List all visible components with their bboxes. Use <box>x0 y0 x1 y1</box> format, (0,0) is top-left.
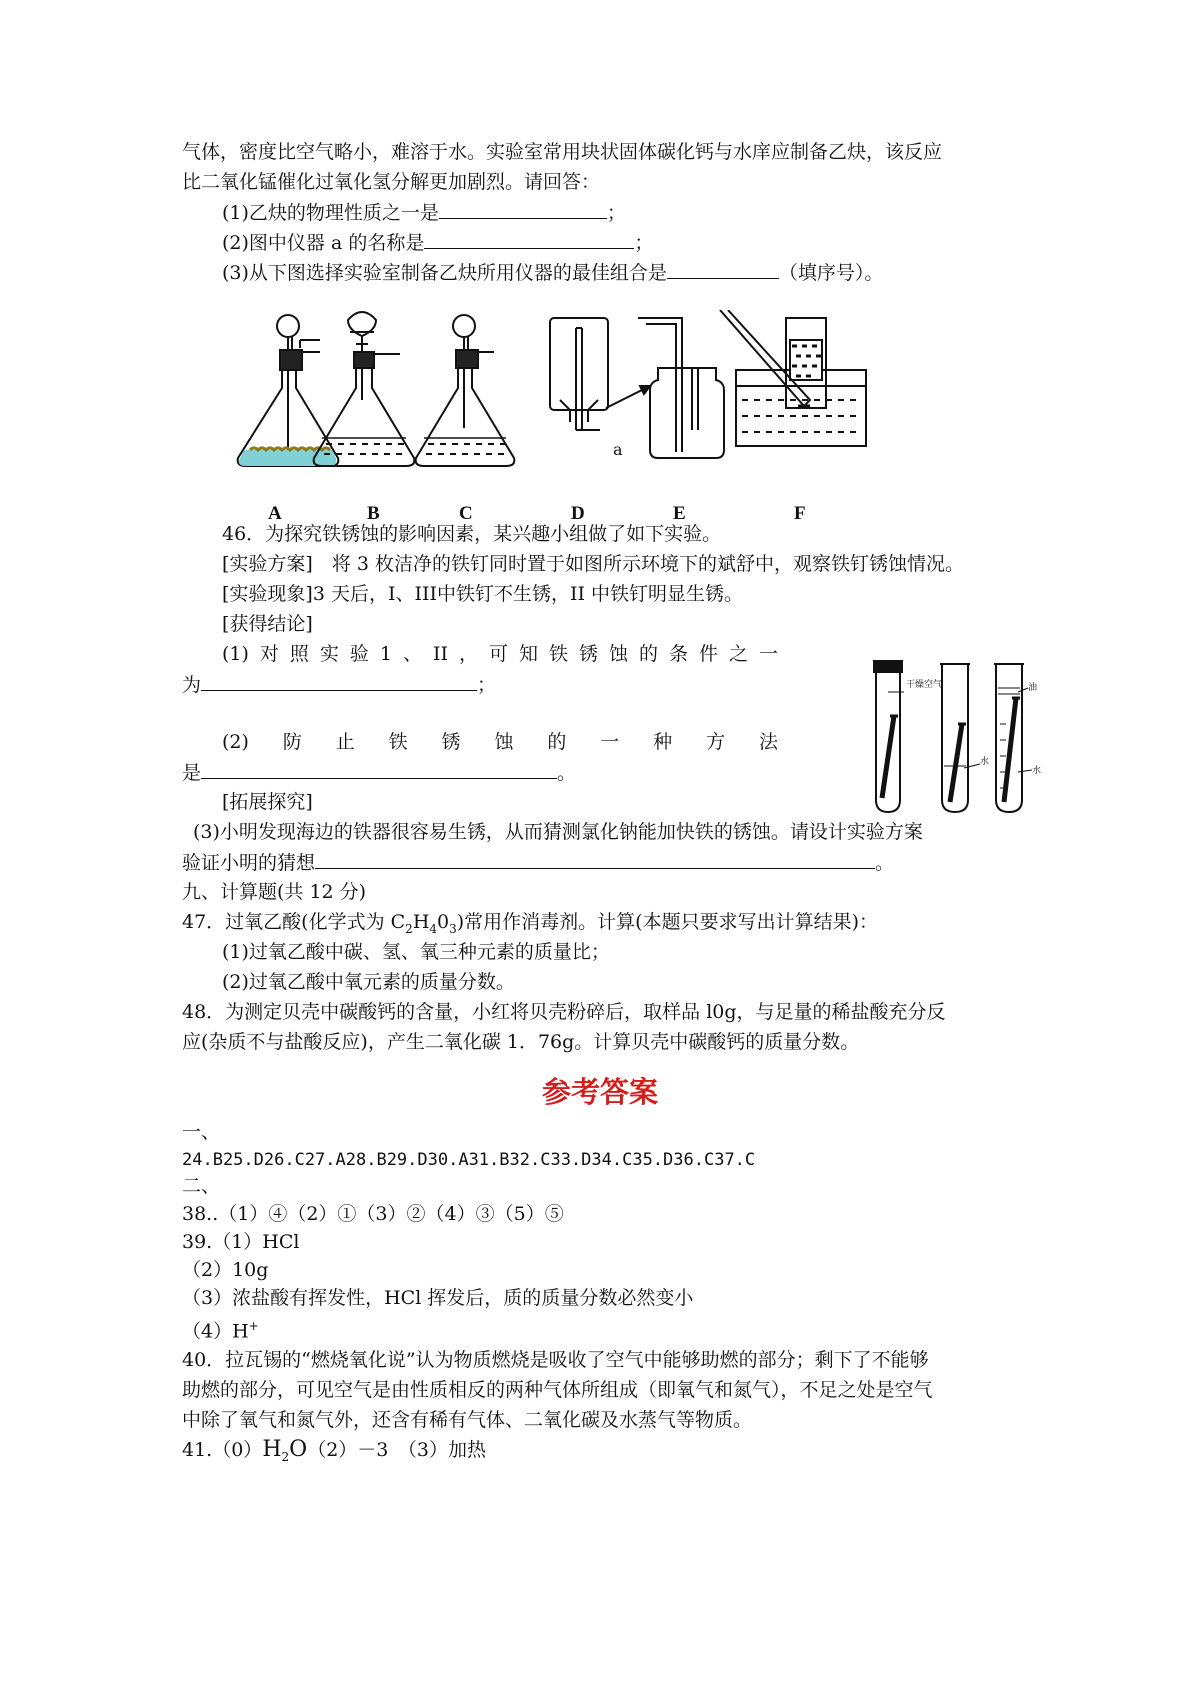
q46-c2-line <box>222 728 778 756</box>
q46-c1-spread <box>222 640 778 668</box>
apparatus-label-c: C <box>459 503 473 524</box>
q45-intro-line-2: 比二氧化锰催化过氧化氢分解更加剧烈。请回答： <box>182 171 601 193</box>
instrument-a-label: a <box>613 440 623 459</box>
answer-39-3: （3）浓盐酸有挥发性，HCl 挥发后，质的质量分数必然变小 <box>182 1287 694 1309</box>
q46-c2-tail: 是 <box>182 762 202 784</box>
q46-c2-char: 蚀 <box>494 731 514 753</box>
q46-c1-char: 照 <box>289 643 309 665</box>
q46-c1-char: 知 <box>518 643 538 665</box>
q47-part-2: (2)过氧乙酸中氧元素的质量分数。 <box>222 971 515 993</box>
q46-c1-char: (1) <box>222 643 249 665</box>
q46-c1-end: ； <box>477 674 497 696</box>
q46-c1-char: ， <box>458 643 478 665</box>
section-9-heading: 九、计算题(共 12 分) <box>182 881 367 903</box>
apparatus-label-b: B <box>367 503 380 524</box>
q45-q1-end: ； <box>606 202 626 224</box>
q46-c1-char: 实 <box>319 643 339 665</box>
q46-c1-char: 一 <box>758 643 778 665</box>
q46-c1-answer-blank[interactable] <box>201 670 477 691</box>
q47-text-pre: 47．过氧乙酸(化学式为 C <box>182 911 406 933</box>
apparatus-label-e: E <box>673 503 686 524</box>
q46-c2-char: 止 <box>335 731 355 753</box>
q45-question-3 <box>222 258 883 287</box>
apparatus-d-icon <box>550 318 608 430</box>
q46-c1-char: 件 <box>698 643 718 665</box>
q46-q3-text: 验证小明的猜想 <box>182 852 316 874</box>
q46-c2-spread <box>222 728 778 756</box>
q46-conclusion-heading: [获得结论] <box>222 613 313 635</box>
apparatus-f-icon <box>720 310 866 446</box>
answers-title: 参考答案 <box>541 1075 658 1109</box>
answer-40-line-2: 助燃的部分，可见空气是由性质相反的两种气体所组成（即氧气和氮气），不足之处是空气 <box>182 1379 933 1401</box>
answer-39-4-sup: + <box>248 1319 259 1333</box>
apparatus-c-icon <box>416 315 515 466</box>
q46-title: 46．为探究铁锈蚀的影响因素，某兴趣小组做了如下实验。 <box>222 523 722 545</box>
q46-c2-char: (2) <box>222 731 249 753</box>
q46-c2-char: 防 <box>282 731 302 753</box>
test-tube-2-icon <box>940 664 989 812</box>
answer-38: 38..（1）④（2）①（3）②（4）③（5）⑤ <box>182 1203 564 1225</box>
q45-question-2 <box>222 228 653 257</box>
q46-c1-char: 1 <box>379 643 392 665</box>
q46-c2-char: 种 <box>653 731 673 753</box>
q46-c2-char: 方 <box>706 731 726 753</box>
q46-c1-char: 条 <box>668 643 688 665</box>
q45-q1-answer-blank[interactable] <box>439 198 607 219</box>
apparatus-label-a: A <box>268 503 282 524</box>
q46-c1-char: 之 <box>728 643 748 665</box>
q47-sub-3: 3 <box>449 921 457 936</box>
q46-c1-tail: 为 <box>182 674 202 696</box>
answer-41-pre: 41.（0） <box>182 1439 263 1461</box>
apparatus-e-icon <box>606 318 724 458</box>
q46-c2-char: 的 <box>547 731 567 753</box>
q46-c1-char: 可 <box>488 643 508 665</box>
answers-section-1: 一、 <box>182 1121 221 1143</box>
q45-q2-end: ； <box>634 232 654 254</box>
q46-c2-answer-blank[interactable] <box>201 758 557 779</box>
q47-text-post: )常用作消毒剂。计算(本题只要求写出计算结果)： <box>456 911 879 933</box>
q45-q3-end: （填序号）。 <box>778 262 884 284</box>
q46-c1-line <box>222 640 778 668</box>
q46-c2-char: 铁 <box>388 731 408 753</box>
answers-section-2: 二、 <box>182 1175 221 1197</box>
answer-41-post: （2）－3 （3）加热 <box>307 1439 486 1461</box>
test-tube-1-icon <box>874 660 942 812</box>
q46-c2-char: 一 <box>600 731 620 753</box>
apparatus-label-f: F <box>794 503 806 524</box>
q45-intro-line-1: 气体，密度比空气略小，难溶于水。实验室常用块状固体碳化钙与水庠应制备乙炔，该反应 <box>182 141 943 163</box>
answer-39-1: 39.（1）HCl <box>182 1231 300 1253</box>
answer-39-4-text: （4）H <box>182 1320 249 1343</box>
q46-expand-heading: [拓展探究] <box>222 791 313 813</box>
tube-1-label: 干燥空气 <box>906 680 943 690</box>
answer-41-h: H <box>262 1437 282 1462</box>
q45-q3-text: (3)从下图选择实验室制备乙炔所用仪器的最佳组合是 <box>222 262 667 284</box>
q47-text-o: 0 <box>437 911 450 933</box>
q46-c2-answer-line <box>182 758 576 787</box>
answer-41-o: O <box>289 1437 308 1462</box>
q46-c1-char: 对 <box>259 643 279 665</box>
answer-39-2: （2）10g <box>182 1259 269 1281</box>
tube-3-water-label: 水 <box>1032 766 1042 776</box>
q47-sub-2: 4 <box>429 921 438 936</box>
answer-39-4 <box>182 1312 259 1345</box>
q45-q2-answer-blank[interactable] <box>424 228 634 249</box>
q46-c1-char: 验 <box>349 643 369 665</box>
q46-q3-end: 。 <box>875 852 895 874</box>
q46-c1-char: 锈 <box>578 643 598 665</box>
q46-q3-line-1: (3)小明发现海边的铁器很容易生锈，从而猜测氯化钠能加快铁的锈蚀。请设计实验方案 <box>193 821 923 843</box>
q46-c2-char: 锈 <box>441 731 461 753</box>
q46-q3-answer-blank[interactable] <box>315 848 875 869</box>
q45-q2-text: (2)图中仪器 a 的名称是 <box>222 232 425 254</box>
q46-phenomenon: [实验现象]3 天后，I、III中铁钉不生锈，II 中铁钉明显生锈。 <box>222 583 744 605</box>
q46-c1-char: 铁 <box>548 643 568 665</box>
q46-c1-char: 的 <box>638 643 658 665</box>
tube-2-label: 水 <box>980 757 990 767</box>
test-tubes-diagram <box>860 660 1050 820</box>
q45-q3-answer-blank[interactable] <box>667 258 779 279</box>
q46-c2-char: 法 <box>758 731 778 753</box>
q48-line-2: 应(杂质不与盐酸反应)，产生二氧化碳 1．76g。计算贝壳中碳酸钙的质量分数。 <box>182 1031 860 1053</box>
answer-41-sub: 2 <box>281 1449 290 1464</box>
q46-plan: [实验方案] 将 3 枚洁净的铁钉同时置于如图所示环境下的斌舒中，观察铁钉锈蚀情况。 <box>222 553 964 575</box>
q47-text-h: H <box>412 911 430 933</box>
q46-c2-end: 。 <box>557 762 577 784</box>
q45-q1-text: (1)乙炔的物理性质之一是 <box>222 202 439 224</box>
q46-c1-char: II <box>432 643 448 665</box>
q45-question-1 <box>222 198 626 227</box>
answers-section-1-list: 24.B25.D26.C27.A28.B29.D30.A31.B32.C33.D34.C35.D36.C37.C <box>182 1150 756 1170</box>
q46-c1-answer-line <box>182 670 496 699</box>
answer-40-line-1: 40．拉瓦锡的“燃烧氧化说”认为物质燃烧是吸收了空气中能够助燃的部分；剩下了不能够 <box>182 1349 929 1371</box>
test-tube-3-icon <box>994 664 1041 812</box>
q46-c1-char: 、 <box>402 643 422 665</box>
tube-3-oil-label: 油 <box>1028 683 1038 693</box>
q47-part-1: (1)过氧乙酸中碳、氢、氧三种元素的质量比； <box>222 941 610 963</box>
answer-41 <box>182 1436 486 1471</box>
apparatus-diagram <box>230 310 910 490</box>
q48-line-1: 48．为测定贝壳中碳酸钙的含量，小红将贝壳粉碎后，取样品 l0g，与足量的稀盐酸充分反 <box>182 1001 946 1023</box>
apparatus-label-d: D <box>571 503 585 524</box>
q46-q3-line-2 <box>182 848 894 877</box>
q47-sub-1: 2 <box>405 921 413 936</box>
answer-40-line-3: 中除了氧气和氮气外，还含有稀有气体、二氧化碳及水蒸气等物质。 <box>182 1409 753 1431</box>
q46-c1-char: 蚀 <box>608 643 628 665</box>
